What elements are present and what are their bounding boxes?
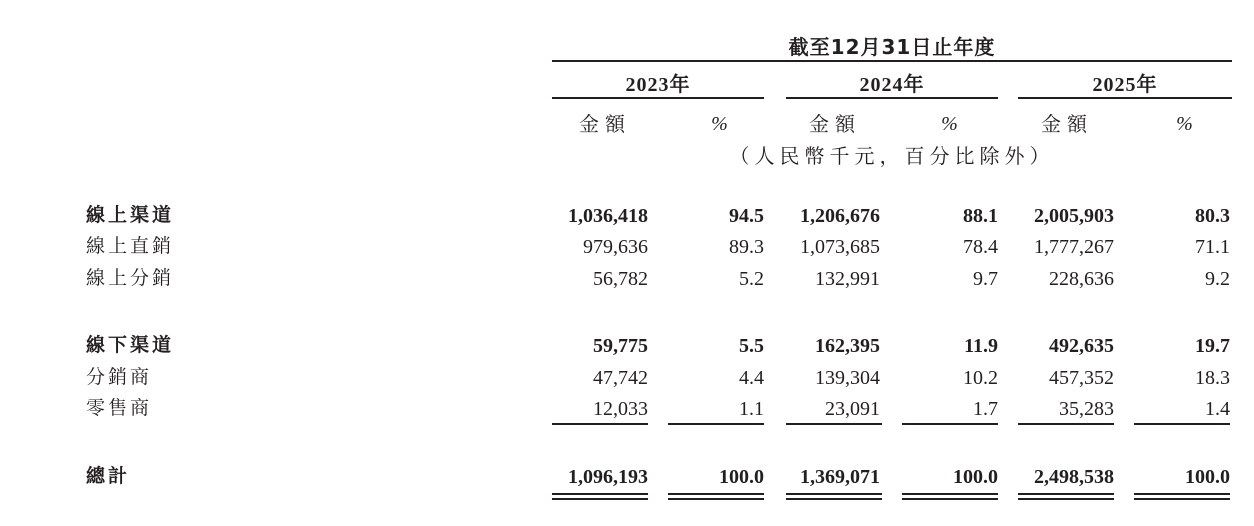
cell-2023-pct: 5.5 [739, 335, 764, 357]
year-2023-rule [552, 97, 764, 99]
subtotal-rule [1134, 423, 1230, 425]
cell-2023-pct: 4.4 [739, 367, 764, 389]
cell-2025-amount: 1,777,267 [1034, 236, 1114, 258]
cell-2025-pct: 100.0 [1185, 466, 1230, 488]
cell-2024-amount: 139,304 [815, 367, 880, 389]
total-rule-lower [1134, 498, 1230, 500]
year-2023-header: 2023年 [625, 74, 691, 96]
cell-2025-amount: 492,635 [1049, 335, 1114, 357]
cell-2025-amount: 2,498,538 [1034, 466, 1114, 488]
cell-2024-amount: 1,206,676 [800, 205, 880, 227]
cell-2024-pct: 9.7 [973, 268, 998, 290]
cell-2025-pct: 80.3 [1195, 205, 1230, 227]
period-rule [552, 60, 1232, 62]
cell-2025-pct: 18.3 [1195, 367, 1230, 389]
cell-2025-amount: 228,636 [1049, 268, 1114, 290]
row-label-retailers: 零售商 [86, 397, 153, 419]
cell-2023-amount: 979,636 [583, 236, 648, 258]
cell-2025-pct: 1.4 [1205, 398, 1230, 420]
cell-2025-amount: 35,283 [1059, 398, 1114, 420]
period-header: 截至12月31日止年度 [788, 35, 996, 59]
total-rule-lower [786, 498, 882, 500]
year-2024-rule [786, 97, 998, 99]
total-rule-lower [902, 498, 998, 500]
total-rule-upper [1018, 493, 1114, 495]
pct-header-2025: % [1176, 113, 1194, 135]
cell-2023-amount: 1,096,193 [568, 466, 648, 488]
cell-2024-amount: 162,395 [815, 335, 880, 357]
cell-2023-amount: 12,033 [593, 398, 648, 420]
cell-2025-amount: 457,352 [1049, 367, 1114, 389]
cell-2025-pct: 71.1 [1195, 236, 1230, 258]
subtotal-rule [552, 423, 648, 425]
cell-2024-amount: 1,073,685 [800, 236, 880, 258]
subtotal-rule [668, 423, 764, 425]
cell-2023-pct: 94.5 [729, 205, 764, 227]
row-label-online-channel: 線上渠道 [86, 204, 175, 226]
cell-2024-pct: 88.1 [963, 205, 998, 227]
cell-2024-pct: 100.0 [953, 466, 998, 488]
cell-2023-amount: 1,036,418 [568, 205, 648, 227]
amount-header-2024: 金額 [809, 112, 861, 136]
cell-2023-amount: 47,742 [593, 367, 648, 389]
year-2025-header: 2025年 [1092, 74, 1158, 96]
row-label-online-distribution: 線上分銷 [86, 267, 175, 289]
cell-2024-amount: 1,369,071 [800, 466, 880, 488]
cell-2023-pct: 5.2 [739, 268, 764, 290]
cell-2024-amount: 132,991 [815, 268, 880, 290]
row-label-distributors: 分銷商 [86, 366, 153, 388]
cell-2024-pct: 11.9 [964, 335, 998, 357]
row-label-offline-channel: 線下渠道 [86, 334, 175, 356]
unit-note: （人民幣千元，百分比除外） [729, 144, 1055, 168]
amount-header-2023: 金額 [579, 112, 631, 136]
subtotal-rule [902, 423, 998, 425]
cell-2025-pct: 9.2 [1205, 268, 1230, 290]
cell-2023-amount: 56,782 [593, 268, 648, 290]
cell-2023-pct: 89.3 [729, 236, 764, 258]
total-rule-lower [552, 498, 648, 500]
cell-2024-pct: 1.7 [973, 398, 998, 420]
pct-header-2024: % [941, 113, 959, 135]
cell-2024-pct: 10.2 [963, 367, 998, 389]
year-2025-rule [1018, 97, 1232, 99]
cell-2024-pct: 78.4 [963, 236, 998, 258]
row-label-online-direct: 線上直銷 [86, 235, 175, 257]
pct-header-2023: % [711, 113, 729, 135]
subtotal-rule [1018, 423, 1114, 425]
total-rule-upper [1134, 493, 1230, 495]
row-label-total: 總計 [86, 465, 131, 487]
subtotal-rule [786, 423, 882, 425]
cell-2023-amount: 59,775 [593, 335, 648, 357]
amount-header-2025: 金額 [1041, 112, 1093, 136]
total-rule-upper [902, 493, 998, 495]
cell-2024-amount: 23,091 [825, 398, 880, 420]
cell-2023-pct: 1.1 [739, 398, 764, 420]
total-rule-upper [552, 493, 648, 495]
year-2024-header: 2024年 [859, 74, 925, 96]
cell-2023-pct: 100.0 [719, 466, 764, 488]
total-rule-upper [786, 493, 882, 495]
total-rule-lower [1018, 498, 1114, 500]
total-rule-upper [668, 493, 764, 495]
cell-2025-amount: 2,005,903 [1034, 205, 1114, 227]
cell-2025-pct: 19.7 [1195, 335, 1230, 357]
total-rule-lower [668, 498, 764, 500]
